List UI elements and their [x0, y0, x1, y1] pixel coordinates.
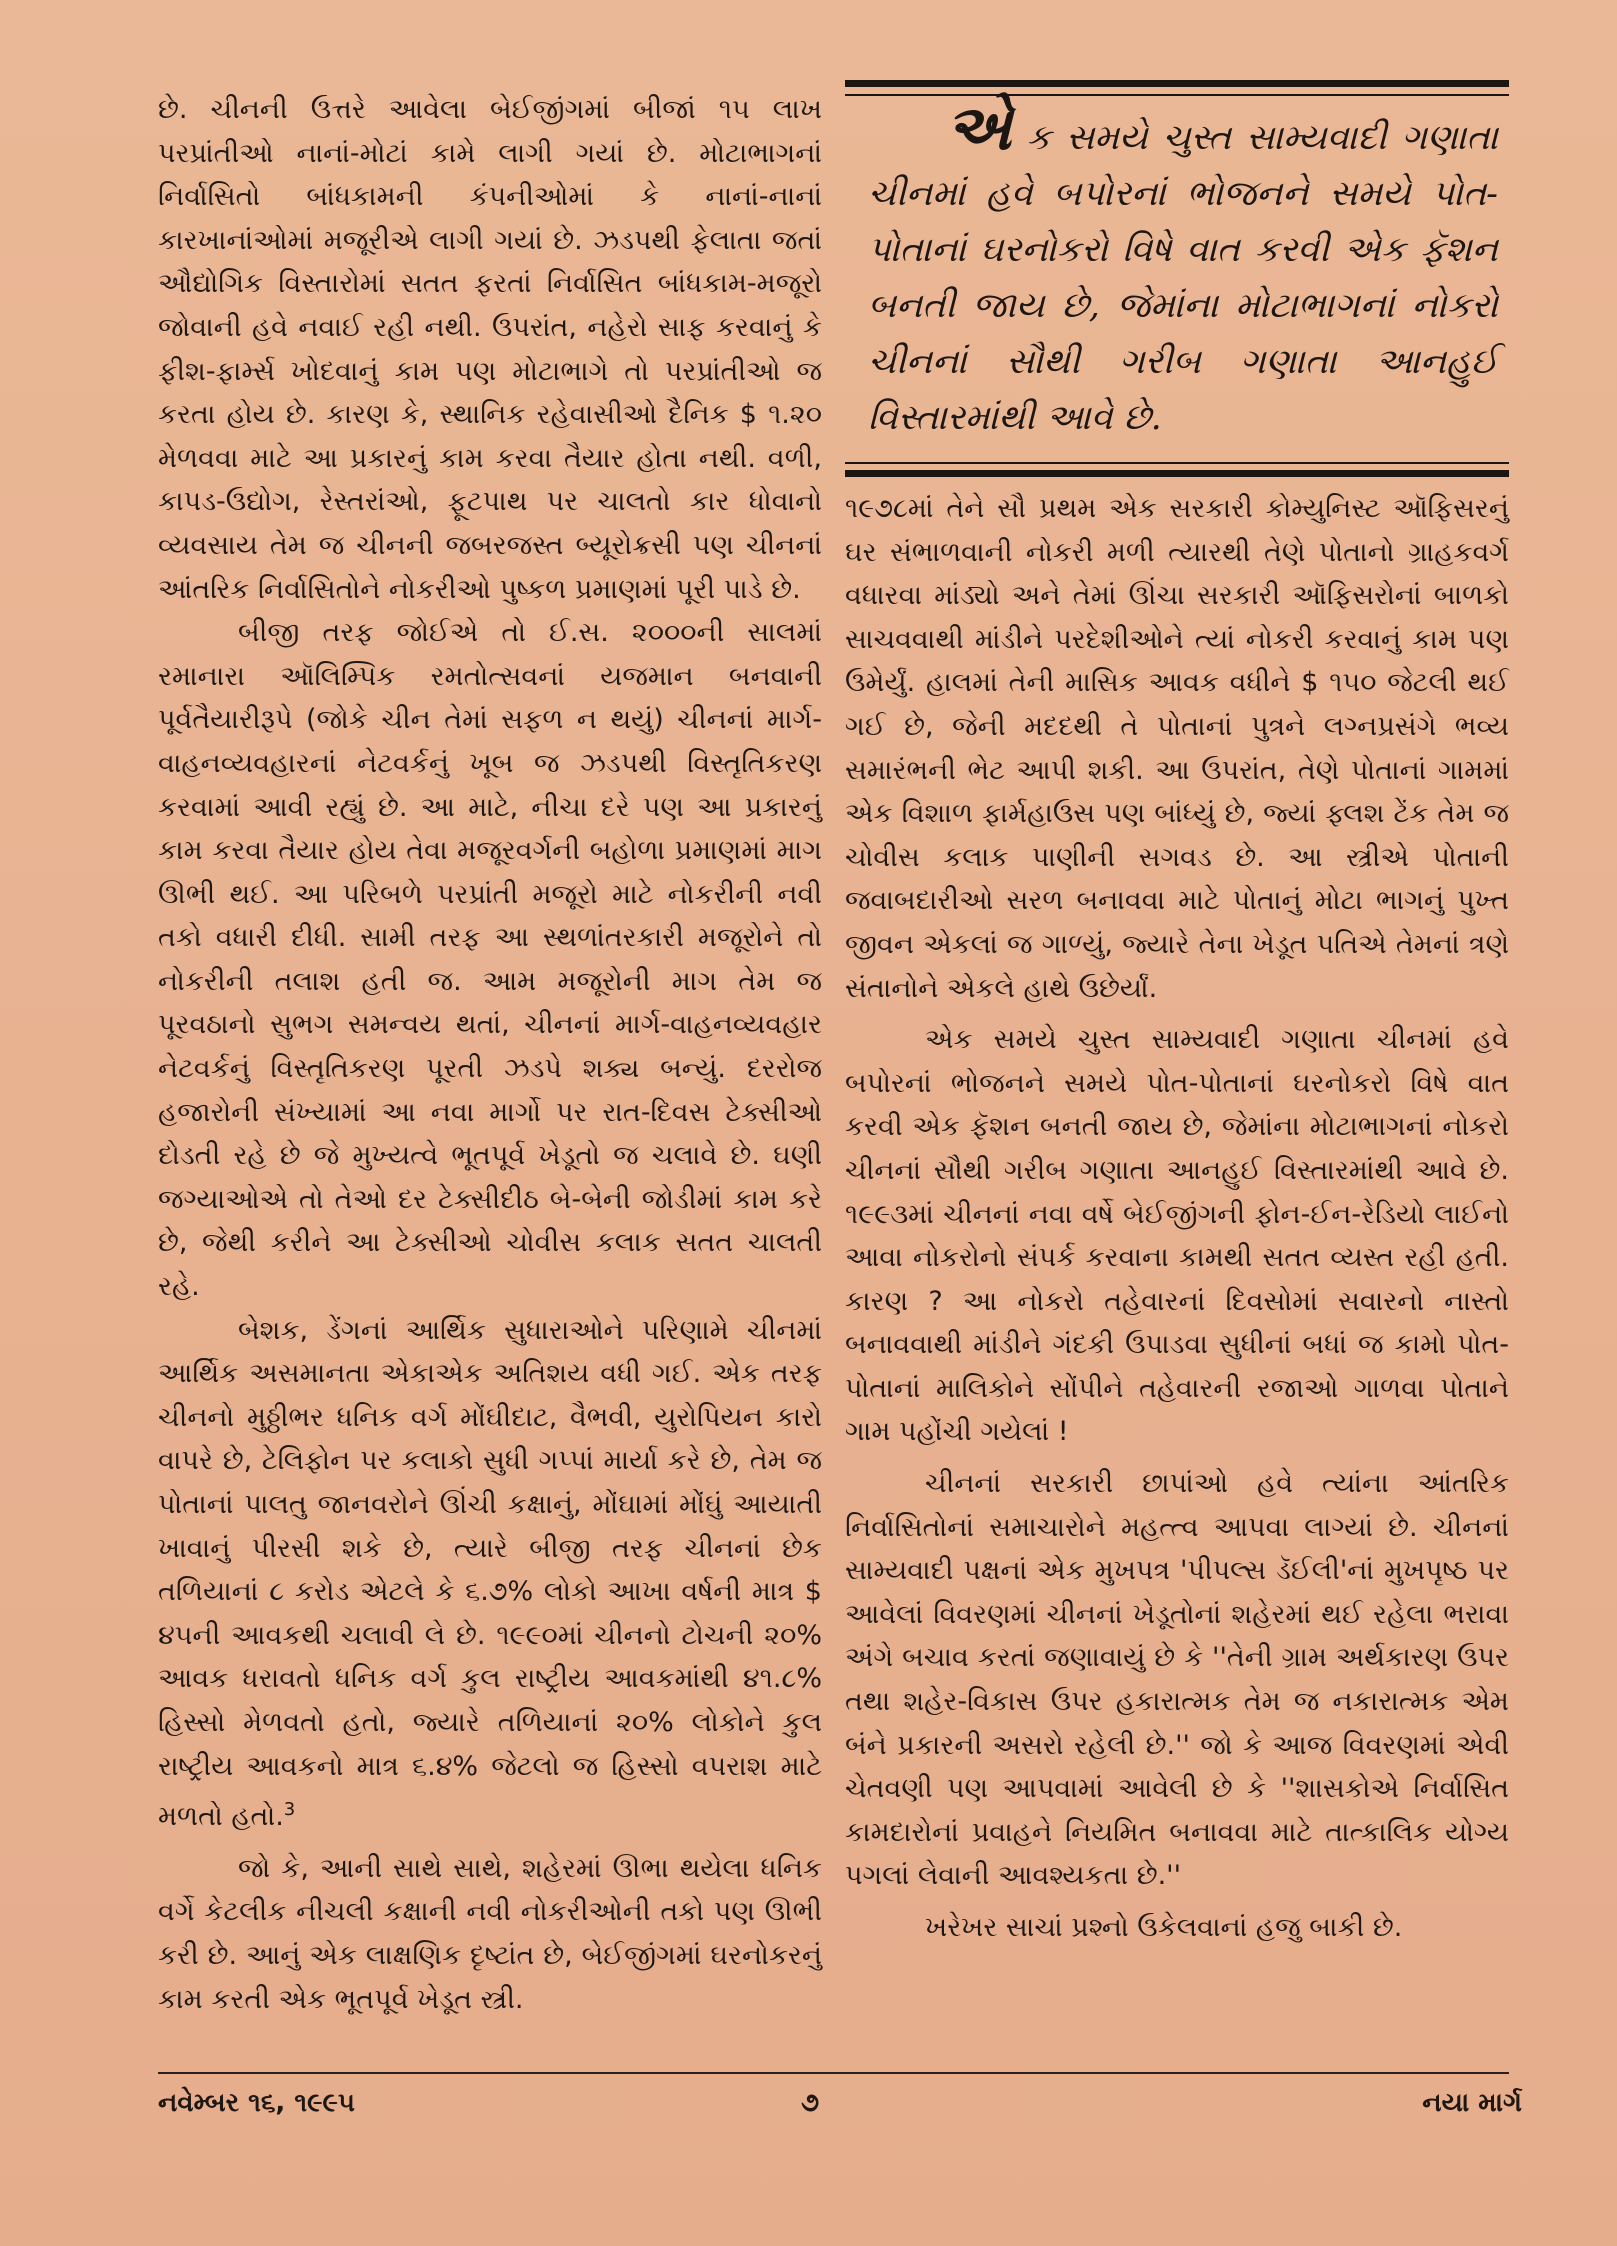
paragraph-8: ખરેખર સાચાં પ્રશ્નો ઉકેલવાનાં હજુ બાકી છે.: [925, 1912, 1403, 1943]
pull-quote-bottom-rule-thick: [845, 470, 1509, 477]
paragraph-2: બીજી તરફ જોઈએ તો ઈ.સ. ૨૦૦૦ની સાલમાં રમાનારા ઑલિમ્પિક રમતોત્સવનાં યજમાન બનવાની પૂર્વતૈયારીરૂપે (જોકે ચીન તેમાં સફળ ન થયું) ચીનનાં માર્ગ-વાહનવ્યવહારનાં નેટવર્કનું ખૂબ જ ઝડપથી વિસ્તૃતિકરણ કરવામાં આવી રહ્યું છે. આ માટે, નીચા દરે પણ આ પ્રકારનું કામ કરવા તૈયાર હોય તેવા મજૂરવર્ગની બહોળા પ્રમાણમાં માગ ઊભી થઈ. આ પરિબળે પરપ્રાંતી મજૂરો માટે નોકરીની નવી તકો વધારી દીધી. સામી તરફ આ સ્થળાંતરકારી મજૂરોને તો નોકરીની તલાશ હતી જ. આમ મજૂરોની માગ તેમ જ પૂરવઠાનો સુભગ સમન્વય થતાં, ચીનનાં માર્ગ-વાહનવ્યવહાર નેટવર્કનું વિસ્તૃતિકરણ પૂરતી ઝડપે શક્ય બન્યું. દરરોજ હજારોની સંખ્યામાં આ નવા માર્ગો પર રાત-દિવસ ટેક્સીઓ દોડતી રહે છે જે મુખ્યત્વે ભૂતપૂર્વ ખેડૂતો જ ચલાવે છે. ઘણી જગ્યાઓએ તો તેઓ દર ટેક્સીદીઠ બે-બેની જોડીમાં કામ કરે છે, જેથી કરીને આ ટેક્સીઓ ચોવીસ કલાક સતત ચાલતી રહે.: [158, 617, 822, 1303]
footnote-mark: 3: [283, 1799, 296, 1821]
footer-date: નવેમ્બર ૧૬, ૧૯૯૫: [158, 2088, 355, 2118]
pull-quote-top-rule-thin: [845, 94, 1509, 96]
paragraph-4: જો કે, આની સાથે સાથે, શહેરમાં ઊભા થયેલા ધનિક વર્ગે કેટલીક નીચલી કક્ષાની નવી નોકરીઓની તકો પણ ઊભી કરી છે. આનું એક લાક્ષણિક દૃષ્ટાંત છે, બેઈજીંગમાં ઘરનોકરનું કામ કરતી એક ભૂતપૂર્વ ખેડૂત સ્ત્રી.: [158, 1852, 822, 2015]
pull-quote: [868, 91, 1498, 446]
paragraph-6: એક સમયે ચુસ્ત સામ્યવાદી ગણાતા ચીનમાં હવે બપોરનાં ભોજનને સમયે પોત-પોતાનાં ઘરનોકરો વિષે વાત કરવી એક ફૅશન બનતી જાય છે, જેમાંના મોટાભાગનાં નોકરો ચીનનાં સૌથી ગરીબ ગણાતા આનહુઈ વિસ્તારમાંથી આવે છે. ૧૯૯૩માં ચીનનાં નવા વર્ષે બેઈજીંગની ફોન-ઈન-રેડિયો લાઈનો આવા નોકરોનો સંપર્ક કરવાના કામથી સતત વ્યસ્ત રહી હતી. કારણ ? આ નોકરો તહેવારનાં દિવસોમાં સવારનો નાસ્તો બનાવવાથી માંડીને ગંદકી ઉપાડવા સુધીનાં બધાં જ કામો પોત-પોતાનાં માલિકોને સોંપીને તહેવારની રજાઓ ગાળવા પોતાને ગામ પહોંચી ગયેલાં !: [845, 1024, 1509, 1448]
paragraph-3-text: બેશક, ડેંગનાં આર્થિક સુધારાઓને પરિણામે ચીનમાં આર્થિક અસમાનતા એકાએક અતિશય વધી ગઈ. એક તરફ ચીનનો મુઠ્ઠીભર ધનિક વર્ગ મોંઘીદાટ, વૈભવી, યુરોપિયન કારો વાપરે છે, ટેલિફોન પર કલાકો સુધી ગપ્પાં માર્યા કરે છે, તેમ જ પોતાનાં પાલતુ જાનવરોને ઊંચી કક્ષાનું, મોંઘામાં મોંઘું આયાતી ખાવાનું પીરસી શકે છે, ત્યારે બીજી તરફ ચીનનાં છેક તળિયાનાં ૮ કરોડ એટલે કે ૬.૭% લોકો આખા વર્ષની માત્ર $ ૪૫ની આવકથી ચલાવી લે છે. ૧૯૯૦માં ચીનનો ટોચની ૨૦% આવક ધરાવતો ધનિક વર્ગ કુલ રાષ્ટ્રીય આવકમાંથી ૪૧.૮% હિસ્સો મેળવતો હતો, જ્યારે તળિયાનાં ૨૦% લોકોને કુલ રાષ્ટ્રીય આવકનો માત્ર ૬.૪% જેટલો જ હિસ્સો વપરાશ માટે મળતો હતો.: [158, 1314, 822, 1833]
left-column: [158, 88, 822, 2021]
pull-quote-bottom-rule-thin: [845, 462, 1509, 464]
publication-name: નયા માર્ગ: [1422, 2088, 1522, 2118]
page-number: ૭: [800, 2088, 820, 2118]
paragraph-3: [158, 1309, 822, 1839]
paragraph-7: ચીનનાં સરકારી છાપાંઓ હવે ત્યાંના આંતરિક નિર્વાસિતોનાં સમાચારોને મહત્ત્વ આપવા લાગ્યાં છે. ચીનનાં સામ્યવાદી પક્ષનાં એક મુખપત્ર 'પીપલ્સ ડૅઈલી'નાં મુખપૃષ્ઠ પર આવેલાં વિવરણમાં ચીનનાં ખેડૂતોનાં શહેરમાં થઈ રહેલા ભરાવા અંગે બચાવ કરતાં જણાવાયું છે કે ''તેની ગ્રામ અર્થકારણ ઉપર તથા શહેર-વિકાસ ઉપર હકારાત્મક તેમ જ નકારાત્મક એમ બંને પ્રકારની અસરો રહેલી છે.'' જો કે આજ વિવરણમાં એવી ચેતવણી પણ આપવામાં આવેલી છે કે ''શાસકોએ નિર્વાસિત કામદારોનાં પ્રવાહને નિયમિત બનાવવા માટે તાત્કાલિક યોગ્ય પગલાં લેવાની આવશ્યકતા છે.'': [845, 1468, 1509, 1892]
paragraph-5: ૧૯૭૮માં તેને સૌ પ્રથમ એક સરકારી કોમ્યુનિસ્ટ ઑફિસરનું ઘર સંભાળવાની નોકરી મળી ત્યારથી તેણે પોતાનો ગ્રાહકવર્ગ વધારવા માંડ્યો અને તેમાં ઊંચા સરકારી ઑફિસરોનાં બાળકો સાચવવાથી માંડીને પરદેશીઓને ત્યાં નોકરી કરવાનું કામ પણ ઉમેર્યું. હાલમાં તેની માસિક આવક વધીને $ ૧૫૦ જેટલી થઈ ગઈ છે, જેની મદદથી તે પોતાનાં પુત્રને લગ્નપ્રસંગે ભવ્ય સમારંભની ભેટ આપી શકી. આ ઉપરાંત, તેણે પોતાનાં ગામમાં એક વિશાળ ફાર્મહાઉસ પણ બાંધ્યું છે, જ્યાં ફ્લશ ટેંક તેમ જ ચોવીસ કલાક પાણીની સગવડ છે. આ સ્ત્રીએ પોતાની જવાબદારીઓ સરળ બનાવવા માટે પોતાનું મોટા ભાગનું પુખ્ત જીવન એકલાં જ ગાળ્યું, જ્યારે તેના ખેડૂત પતિએ તેમનાં ત્રણે સંતાનોને એકલે હાથે ઉછેર્યાં.: [845, 493, 1509, 1004]
footer-rule: [158, 2072, 1509, 2074]
pull-quote-text: ક સમયે ચુસ્ત સામ્યવાદી ગણાતા ચીનમાં હવે બપોરનાં ભોજનને સમયે પોત-પોતાનાં ઘરનોકરો વિષે વાત કરવી એક ફૅશન બનતી જાય છે, જેમાંના મોટાભાગનાં નોકરો ચીનનાં સૌથી ગરીબ ગણાતા આનહુઈ વિસ્તારમાંથી આવે છે.: [868, 118, 1498, 438]
right-column: [845, 487, 1509, 1950]
paragraph-1: છે. ચીનની ઉત્તરે આવેલા બેઈજીંગમાં બીજાં ૧૫ લાખ પરપ્રાંતીઓ નાનાં-મોટાં કામે લાગી ગયાં છે. મોટાભાગનાં નિર્વાસિતો બાંધકામની કંપનીઓમાં કે નાનાં-નાનાં કારખાનાંઓમાં મજૂરીએ લાગી ગયાં છે. ઝડપથી ફેલાતા જતાં ઔદ્યોગિક વિસ્તારોમાં સતત ફરતાં નિર્વાસિત બાંધકામ-મજૂરો જોવાની હવે નવાઈ રહી નથી. ઉપરાંત, નહેરો સાફ કરવાનું કે ફીશ-ફાર્મ્સ ખોદવાનું કામ પણ મોટાભાગે તો પરપ્રાંતીઓ જ કરતા હોય છે. કારણ કે, સ્થાનિક રહેવાસીઓ દૈનિક $ ૧.૨૦ મેળવવા માટે આ પ્રકારનું કામ કરવા તૈયાર હોતા નથી. વળી, કાપડ-ઉદ્યોગ, રેસ્તરાંઓ, ફૂટપાથ પર ચાલતો કાર ધોવાનો વ્યવસાય તેમ જ ચીનની જબરજસ્ત બ્યૂરોક્રસી પણ ચીનનાં આંતરિક નિર્વાસિતોને નોકરીઓ પુષ્કળ પ્રમાણમાં પૂરી પાડે છે.: [158, 94, 822, 605]
pull-quote-dropcap: એ: [946, 91, 1012, 164]
pull-quote-top-rule-thick: [845, 80, 1509, 87]
